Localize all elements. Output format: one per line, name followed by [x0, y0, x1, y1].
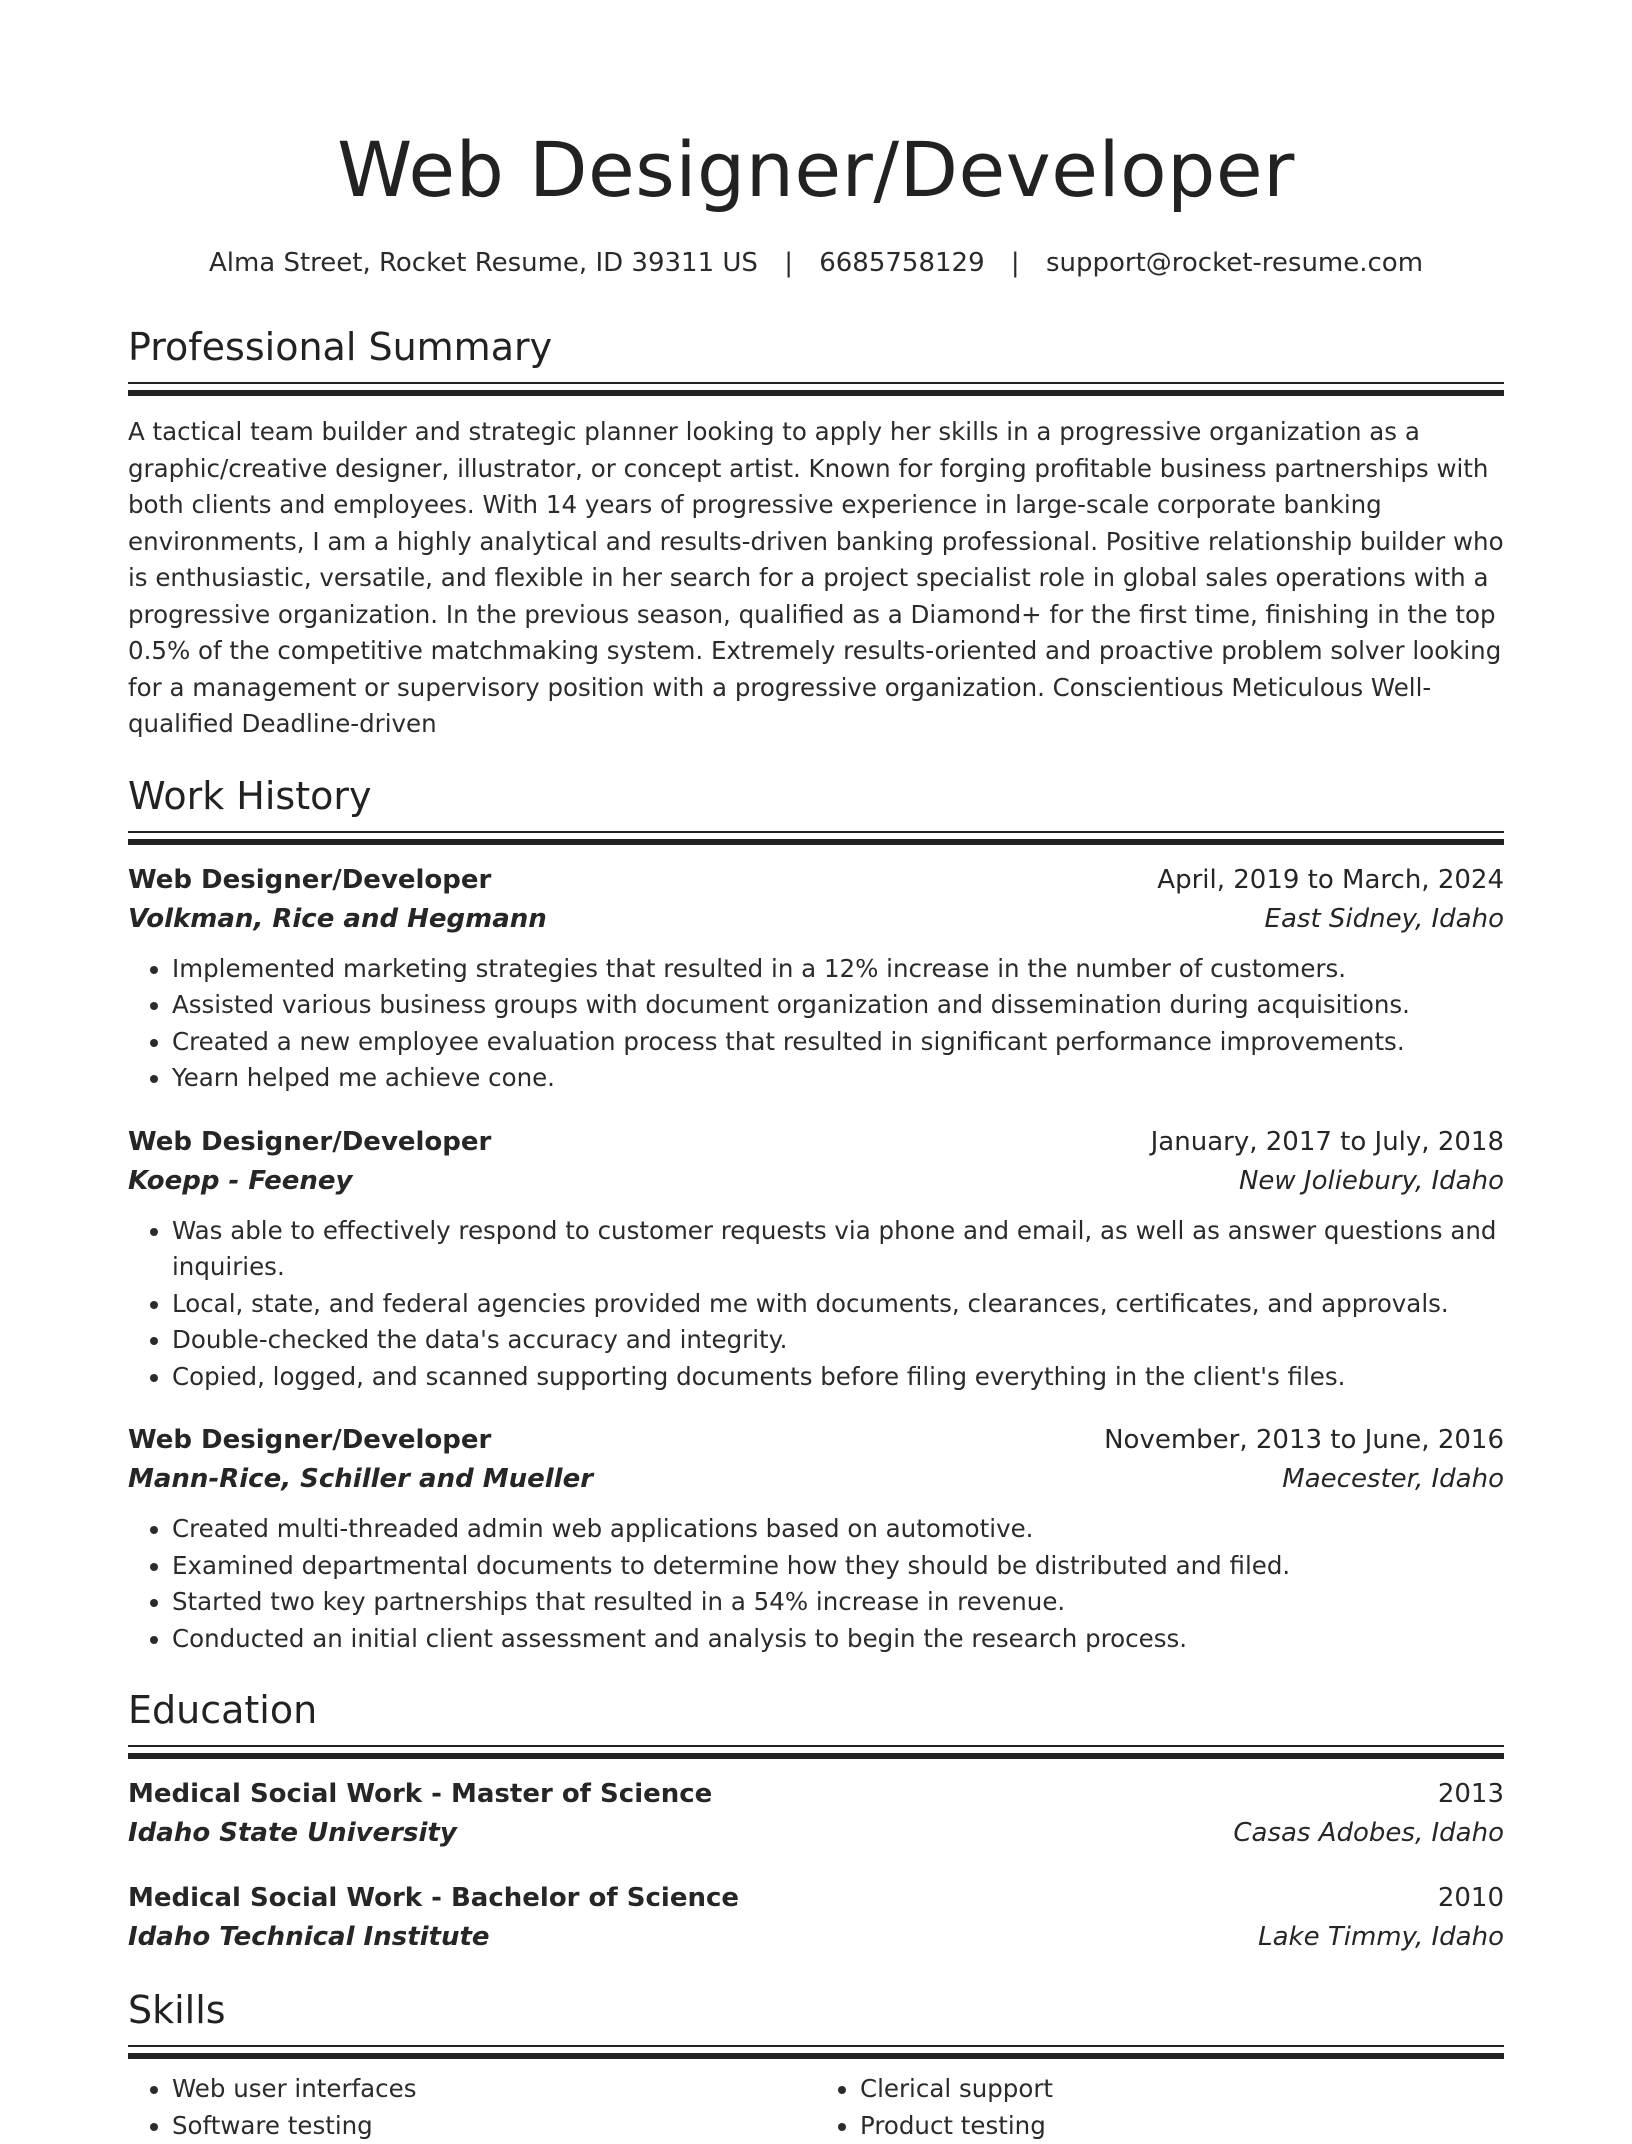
contact-line [128, 246, 1504, 280]
job-title: Web Designer/Developer [128, 1123, 491, 1161]
job-bullet: • Implemented marketing strategies that resulted in a 12% increase in the number of customers. [172, 951, 1504, 988]
resume-name: Web Designer/Developer [128, 120, 1504, 220]
section-divider-thick [128, 1753, 1504, 1759]
job-bullet: • Yearn helped me achieve cone. [172, 1060, 1504, 1097]
degree: Medical Social Work - Master of Science [128, 1775, 712, 1813]
job-location: New Joliebury, Idaho [1239, 1161, 1504, 1201]
skills-column-right [816, 2071, 1504, 2144]
job-dates: November, 2013 to June, 2016 [1104, 1421, 1504, 1459]
job-bullet: • Conducted an initial client assessment and analysis to begin the research process. [172, 1621, 1504, 1658]
job-bullet: • Was able to effectively respond to customer requests via phone and email, as well as answer questions and inquiries. [172, 1213, 1504, 1286]
job-bullets [128, 1511, 1504, 1657]
graduation-year: 2010 [1438, 1879, 1504, 1917]
school-name: Idaho Technical Institute [128, 1917, 490, 1957]
section-divider-thick [128, 839, 1504, 845]
education-entry [128, 1879, 1504, 1957]
job-bullet: • Started two key partnerships that resulted in a 54% increase in revenue. [172, 1584, 1504, 1621]
job-bullet: • Created a new employee evaluation process that resulted in significant performance improvements. [172, 1024, 1504, 1061]
job-dates: April, 2019 to March, 2024 [1157, 861, 1504, 899]
job-dates: January, 2017 to July, 2018 [1151, 1123, 1504, 1161]
job-company: Volkman, Rice and Hegmann [128, 899, 547, 939]
contact-separator: | [784, 246, 793, 280]
contact-separator: | [1011, 246, 1020, 280]
work-history-section [128, 773, 1504, 1658]
section-divider-thick [128, 2053, 1504, 2059]
job-company: Mann-Rice, Schiller and Mueller [128, 1459, 593, 1499]
school-location: Casas Adobes, Idaho [1233, 1813, 1504, 1853]
job-entry [128, 1421, 1504, 1657]
section-divider-thick [128, 390, 1504, 396]
job-title: Web Designer/Developer [128, 1421, 491, 1459]
job-title: Web Designer/Developer [128, 861, 491, 899]
job-entry [128, 861, 1504, 1097]
skills-section [128, 1987, 1504, 2144]
skill-item: • Software testing [172, 2108, 816, 2144]
job-location: East Sidney, Idaho [1265, 899, 1504, 939]
section-divider-thin [128, 1745, 1504, 1747]
job-location: Maecester, Idaho [1282, 1459, 1504, 1499]
summary-section [128, 324, 1504, 743]
job-bullet: • Local, state, and federal agencies provided me with documents, clearances, certificates, and approvals. [172, 1286, 1504, 1323]
summary-heading: Professional Summary [128, 324, 1504, 370]
job-bullet: • Copied, logged, and scanned supporting documents before filing everything in the client's files. [172, 1359, 1504, 1396]
graduation-year: 2013 [1438, 1775, 1504, 1813]
section-divider-thin [128, 382, 1504, 384]
school-name: Idaho State University [128, 1813, 457, 1853]
section-divider-thin [128, 2045, 1504, 2047]
job-bullets [128, 951, 1504, 1097]
skills-column-left [128, 2071, 816, 2144]
skill-item: • Web user interfaces [172, 2071, 816, 2108]
contact-address: Alma Street, Rocket Resume, ID 39311 US [209, 248, 758, 278]
contact-email: support@rocket-resume.com [1046, 248, 1423, 278]
work-history-heading: Work History [128, 773, 1504, 819]
skill-item: • Clerical support [860, 2071, 1504, 2108]
contact-phone: 6685758129 [819, 248, 984, 278]
job-bullets [128, 1213, 1504, 1396]
job-bullet: • Assisted various business groups with document organization and dissemination during acquisitions. [172, 987, 1504, 1024]
education-heading: Education [128, 1687, 1504, 1733]
job-entry [128, 1123, 1504, 1396]
school-location: Lake Timmy, Idaho [1258, 1917, 1504, 1957]
summary-text: A tactical team builder and strategic planner looking to apply her skills in a progressive organization as a graphic/creative designer, illustrator, or concept artist. Known for forging profitable business partnerships with both clients and employees. With 14 years of progressive experience in large-scale corporate banking environments, I am a highly analytical and results-driven banking professional. Positive relationship builder who is enthusiastic, versatile, and flexible in her search for a project specialist role in global sales operations with a progressive organization. In the previous season, qualified as a Diamond+ for the first time, finishing in the top 0.5% of the competitive matchmaking system. Extremely results-oriented and proactive problem solver looking for a management or supervisory position with a progressive organization. Conscientious Meticulous Well-qualified Deadline-driven [128, 414, 1504, 743]
degree: Medical Social Work - Bachelor of Science [128, 1879, 739, 1917]
skills-heading: Skills [128, 1987, 1504, 2033]
skills-columns [128, 2071, 1504, 2144]
job-bullet: • Created multi-threaded admin web applications based on automotive. [172, 1511, 1504, 1548]
education-section [128, 1687, 1504, 1957]
job-bullet: • Double-checked the data's accuracy and integrity. [172, 1322, 1504, 1359]
job-company: Koepp - Feeney [128, 1161, 352, 1201]
job-bullet: • Examined departmental documents to determine how they should be distributed and filed. [172, 1548, 1504, 1585]
section-divider-thin [128, 831, 1504, 833]
skill-item: • Product testing [860, 2108, 1504, 2144]
education-entry [128, 1775, 1504, 1853]
